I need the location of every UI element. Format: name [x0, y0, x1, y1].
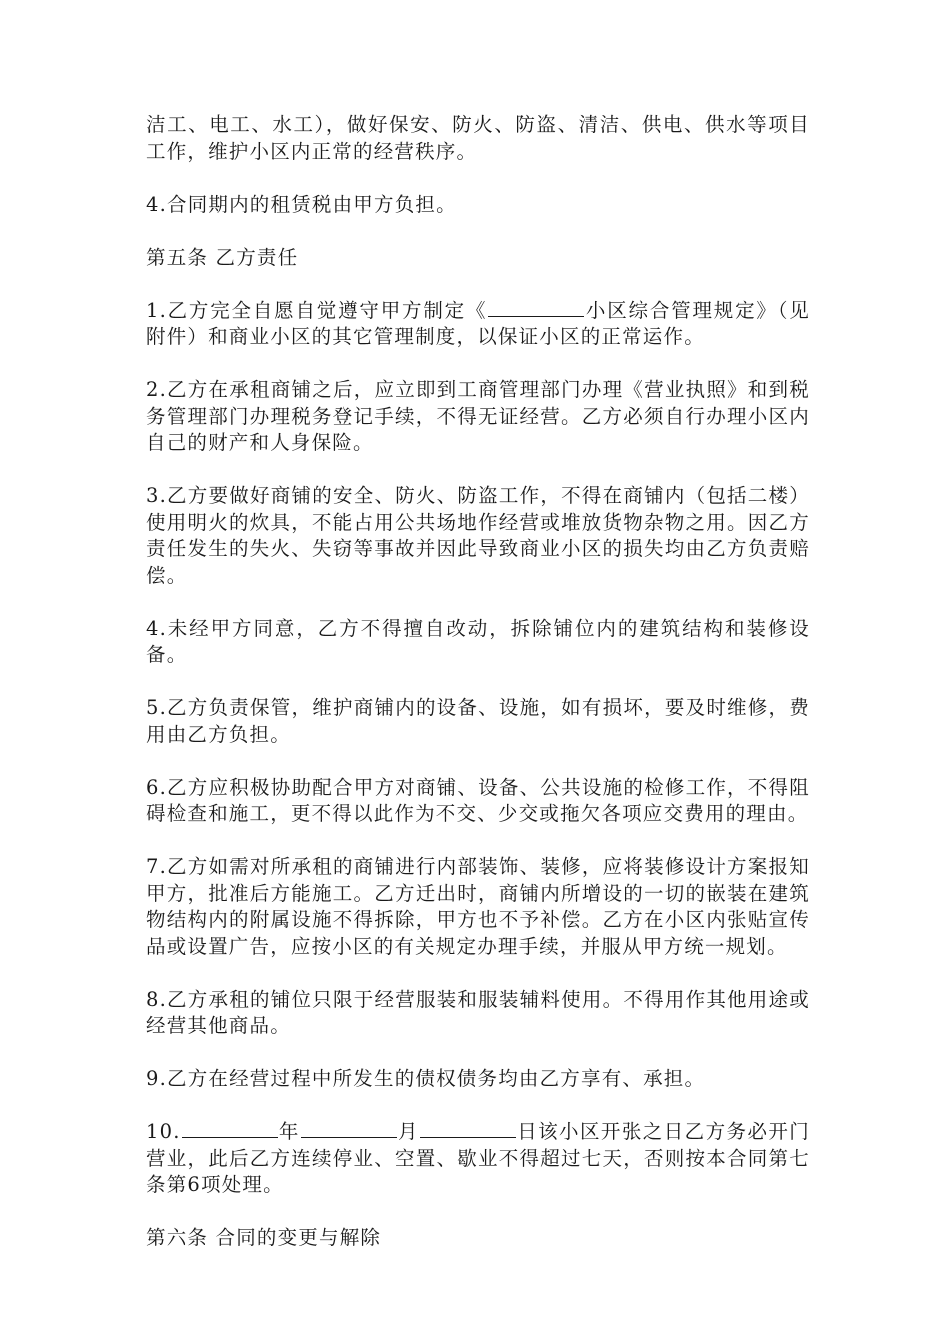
section-heading-article-5: 第五条 乙方责任 — [146, 245, 299, 269]
year-blank — [182, 1119, 278, 1138]
section-heading-article-6: 第六条 合同的变更与解除 — [146, 1226, 382, 1249]
paragraph-clause-2: 2.乙方在承租商铺之后，应立即到工商管理部门办理《营业执照》和到税务管理部门办理税务登记手续，不得无证经营。乙方必须自行办理小区内自己的财产和人身保险。 — [146, 378, 810, 454]
paragraph-property-duties: 洁工、电工、水工），做好保安、防火、防盗、清洁、供电、供水等项目工作，维护小区内正常的经营秩序。 — [146, 113, 810, 163]
month-blank — [301, 1119, 397, 1138]
paragraph-clause-8: 8.乙方承租的铺位只限于经营服装和服装辅料使用。不得用作其他用途或经营其他商品。 — [146, 987, 810, 1037]
month-label: 月 — [397, 1120, 419, 1143]
clause-10-number: 10. — [146, 1120, 181, 1143]
paragraph-clause-5: 5.乙方负责保管，维护商铺内的设备、设施，如有损坏，要及时维修，费用由乙方负担。 — [146, 696, 810, 746]
fill-in-blank — [488, 298, 584, 317]
clause-1-end: 小区综合管理规定》（见附件）和商业小区的其它管理制度，以保证小区的正常运作。 — [146, 298, 810, 348]
clause-10-end: 日该小区开张之日乙方务必开门营业，此后乙方连续停业、空置、歇业不得超过七天，否则按本合同第七条第6项处理。 — [146, 1120, 811, 1196]
paragraph-clause-4: 4.未经甲方同意，乙方不得擅自改动，拆除铺位内的建筑结构和装修设备。 — [146, 616, 810, 666]
paragraph-lease-tax: 4.合同期内的租赁税由甲方负担。 — [146, 192, 457, 216]
clause-1-start: 1.乙方完全自愿自觉遵守甲方制定《 — [146, 298, 488, 322]
paragraph-clause-7: 7.乙方如需对所承租的商铺进行内部装饰、装修，应将装修设计方案报知甲方，批准后方能施工。乙方迁出时，商铺内所增设的一切的嵌装在建筑物结构内的附属设施不得拆除，甲方也不予补偿。乙方在小区内张贴宣传品或设置广告，应按小区的有关规定办理手续，并服从甲方统一规划。 — [146, 855, 810, 958]
paragraph-clause-3: 3.乙方要做好商铺的安全、防火、防盗工作，不得在商铺内（包括二楼）使用明火的炊具，不能占用公共场地作经营或堆放货物杂物之用。因乙方责任发生的失火、失窃等事故并因此导致商业小区的损失均由乙方负责赔偿。 — [146, 484, 810, 587]
document-body — [146, 112, 810, 1278]
paragraph-clause-1 — [146, 298, 810, 351]
day-blank — [420, 1119, 516, 1138]
paragraph-clause-6: 6.乙方应积极协助配合甲方对商铺、设备、公共设施的检修工作，不得阻碍检查和施工，更不得以此作为不交、少交或拖欠各项应交费用的理由。 — [146, 775, 810, 825]
paragraph-clause-9: 9.乙方在经营过程中所发生的债权债务均由乙方享有、承担。 — [146, 1067, 706, 1090]
paragraph-clause-10 — [146, 1119, 810, 1199]
year-label: 年 — [278, 1120, 300, 1143]
